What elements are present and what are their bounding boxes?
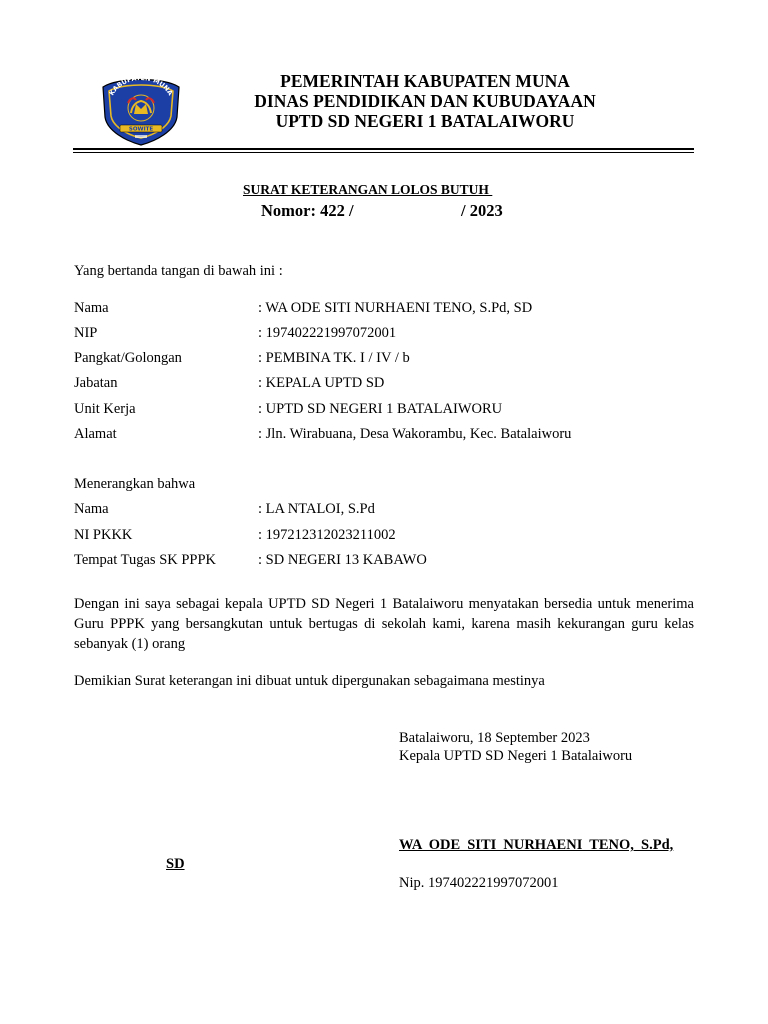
signature-name-suffix: SD xyxy=(166,856,185,872)
subject-label-nama: Nama xyxy=(74,501,109,517)
letterhead-divider-thick xyxy=(73,148,694,150)
letterhead-line-3: UPTD SD NEGERI 1 BATALAIWORU xyxy=(275,111,575,131)
closing-text: Demikian Surat keterangan ini dibuat untuk dipergunakan sebagaimana mestinya xyxy=(74,673,545,689)
body-paragraph: Dengan ini saya sebagai kepala UPTD SD Negeri 1 Batalaiworu menyatakan bersedia untuk menerima Guru PPPK yang bersangkutan untuk bertugas di sekolah kami, karena masih kekurangan guru kelas sebanyak (1) orang xyxy=(74,596,694,652)
letter-title: SURAT KETERANGAN LOLOS BUTUH xyxy=(243,182,493,197)
emblem-motto-text: SOWITE xyxy=(128,126,154,133)
subject-value-tempat-tugas: : SD NEGERI 13 KABAWO xyxy=(258,552,427,568)
subject-value-ni-pkkk: : 197212312023211002 xyxy=(258,527,396,543)
letter-number-year: / 2023 xyxy=(461,201,503,220)
signer-value-nip: : 197402221997072001 xyxy=(258,325,397,341)
explains-text: Menerangkan bahwa xyxy=(74,476,196,492)
subject-label-ni-pkkk: NI PKKK xyxy=(74,527,133,543)
signer-label-nama: Nama xyxy=(74,300,109,316)
signature-place-date: Batalaiworu, 18 September 2023 xyxy=(399,730,590,746)
signer-label-alamat: Alamat xyxy=(74,426,117,442)
signer-value-jabatan: : KEPALA UPTD SD xyxy=(258,375,385,391)
letterhead-line-2: DINAS PENDIDIKAN DAN KUBUDAYAAN xyxy=(254,91,596,111)
signer-value-unit-kerja: : UPTD SD NEGERI 1 BATALAIWORU xyxy=(258,401,503,417)
signature-position: Kepala UPTD SD Negeri 1 Batalaiworu xyxy=(399,748,633,764)
emblem-top-text: KABUPATEN MUNA xyxy=(107,73,175,97)
signature-name: WA ODE SITI NURHAENI TENO, S.Pd, xyxy=(399,837,674,853)
signer-label-pangkat: Pangkat/Golongan xyxy=(74,350,182,366)
subject-value-nama: : LA NTALOI, S.Pd xyxy=(258,501,375,517)
signer-label-unit-kerja: Unit Kerja xyxy=(74,401,136,417)
letterhead-line-1: PEMERINTAH KABUPATEN MUNA xyxy=(280,71,570,91)
intro-text: Yang bertanda tangan di bawah ini : xyxy=(74,263,283,279)
signer-value-nama: : WA ODE SITI NURHAENI TENO, S.Pd, SD xyxy=(258,300,533,316)
subject-label-tempat-tugas: Tempat Tugas SK PPPK xyxy=(74,552,217,568)
signer-label-nip: NIP xyxy=(74,325,98,341)
letter-number-prefix: Nomor: 422 / xyxy=(261,201,354,220)
signer-value-alamat: : Jln. Wirabuana, Desa Wakorambu, Kec. Batalaiworu xyxy=(258,426,572,442)
signature-nip: Nip. 197402221997072001 xyxy=(399,875,559,891)
letterhead-divider-thin xyxy=(73,152,694,153)
signer-label-jabatan: Jabatan xyxy=(74,375,118,391)
signer-value-pangkat: : PEMBINA TK. I / IV / b xyxy=(258,350,410,366)
